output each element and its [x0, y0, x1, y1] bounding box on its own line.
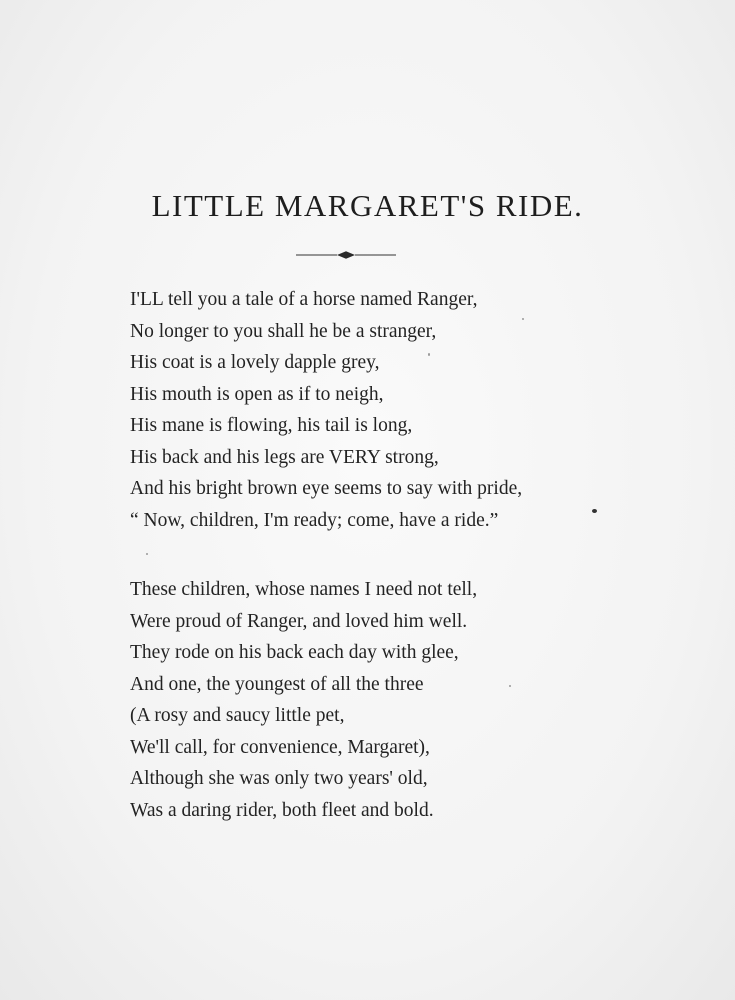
poem-line: His back and his legs are VERY strong,	[130, 446, 439, 468]
stanza-1	[130, 284, 522, 536]
poem-line: “ Now, children, I'm ready; come, have a ride.”	[130, 509, 499, 531]
poem-line: His mane is flowing, his tail is long,	[130, 415, 413, 436]
paper-speck	[146, 553, 148, 555]
stanza-2	[130, 574, 477, 826]
poem-title: LITTLE MARGARET'S RIDE.	[151, 188, 584, 223]
poem-line: Was a daring rider, both fleet and bold.	[130, 799, 434, 821]
poem-line: And his bright brown eye seems to say with pride,	[130, 478, 523, 499]
poem-line: No longer to you shall he be a stranger,	[130, 320, 437, 342]
paper-speck	[428, 353, 430, 356]
poem-line: Were proud of Ranger, and loved him well.	[130, 610, 468, 632]
poem-line: I'LL tell you a tale of a horse named Ranger,	[130, 289, 478, 310]
poem-line: And one, the youngest of all the three	[130, 673, 424, 695]
poem-line: We'll call, for convenience, Margaret),	[130, 736, 430, 758]
paper-speck	[509, 685, 511, 687]
poem-line: They rode on his back each day with glee,	[130, 642, 459, 663]
rule-with-diamond-icon	[296, 249, 396, 261]
paper-speck	[522, 318, 524, 320]
paper-speck	[592, 509, 597, 513]
poem-line: (A rosy and saucy little pet,	[130, 705, 345, 726]
poem-line: His coat is a lovely dapple grey,	[130, 352, 380, 373]
poem-line: These children, whose names I need not tell,	[130, 579, 478, 600]
poem-line: His mouth is open as if to neigh,	[130, 383, 384, 405]
poem-line: Although she was only two years' old,	[130, 768, 428, 789]
